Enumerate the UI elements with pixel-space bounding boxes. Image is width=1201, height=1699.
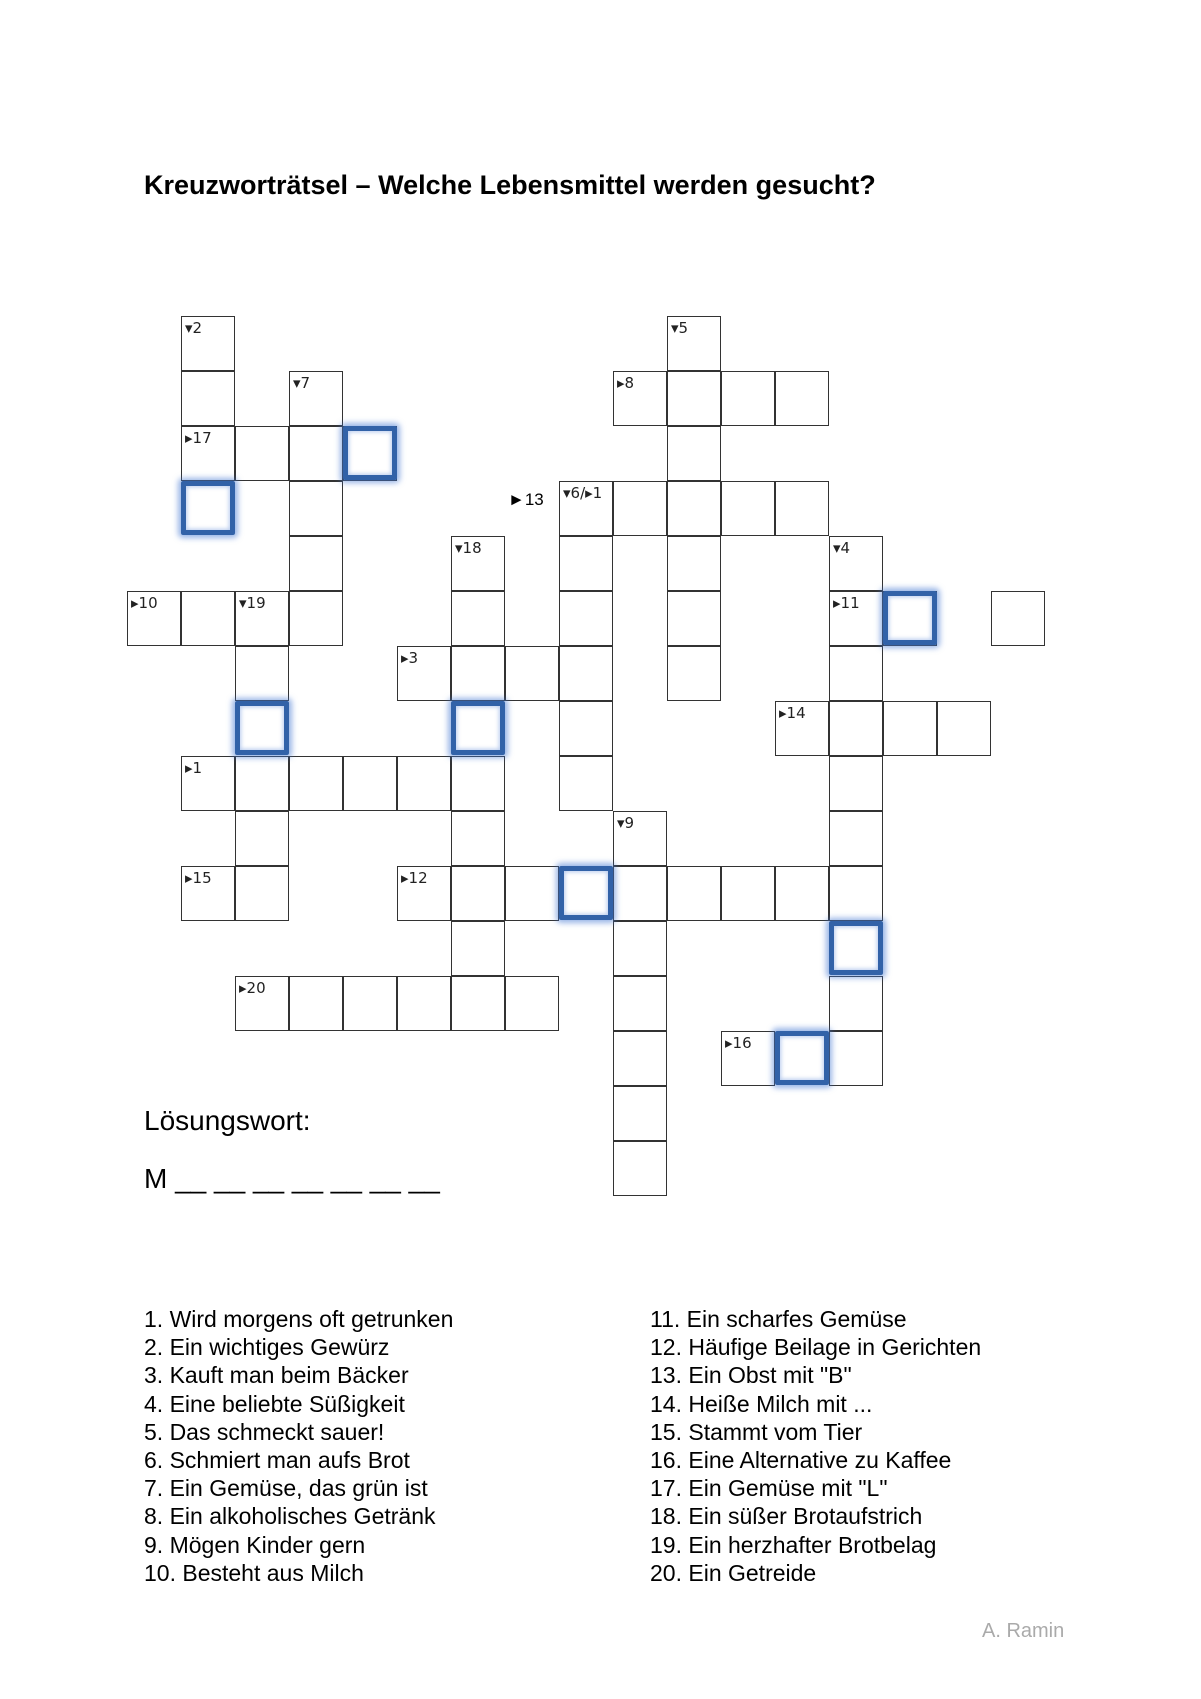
crossword-cell[interactable] xyxy=(559,591,613,646)
cell-number: ▸8 xyxy=(617,374,635,392)
crossword-cell[interactable] xyxy=(613,1141,667,1196)
crossword-cell[interactable] xyxy=(289,371,343,426)
crossword-cell[interactable] xyxy=(235,756,289,811)
clue-list-left xyxy=(144,1305,453,1587)
cell-number: ▸11 xyxy=(833,594,860,612)
clue-14: 14. Heiße Milch mit ... xyxy=(650,1390,873,1417)
cell-number: ▾4 xyxy=(833,539,851,557)
crossword-cell[interactable] xyxy=(829,536,883,591)
clue-list-right xyxy=(650,1305,981,1587)
crossword-cell[interactable] xyxy=(343,756,397,811)
crossword-cell[interactable] xyxy=(775,371,829,426)
crossword-cell[interactable] xyxy=(289,536,343,591)
crossword-cell[interactable] xyxy=(667,481,721,536)
cell-number: ▾19 xyxy=(239,594,266,612)
crossword-cell[interactable] xyxy=(559,701,613,756)
cell-number: ▾7 xyxy=(293,374,311,392)
crossword-cell[interactable] xyxy=(829,976,883,1031)
crossword-cell[interactable] xyxy=(181,756,235,811)
crossword-cell[interactable] xyxy=(667,591,721,646)
solution-letter-cell[interactable] xyxy=(181,481,235,535)
clue-3: 3. Kauft man beim Bäcker xyxy=(144,1362,409,1389)
author-credit: A. Ramin xyxy=(982,1620,1065,1642)
cell-number: ▾6/▸1 xyxy=(563,484,603,502)
crossword-cell[interactable] xyxy=(829,866,883,921)
crossword-cell[interactable] xyxy=(451,866,505,921)
crossword-cell[interactable] xyxy=(775,701,829,756)
crossword-cell[interactable] xyxy=(613,921,667,976)
crossword-cell[interactable] xyxy=(829,701,883,756)
clue-7: 7. Ein Gemüse, das grün ist xyxy=(144,1475,428,1502)
clue-9: 9. Mögen Kinder gern xyxy=(144,1531,366,1558)
crossword-cell[interactable] xyxy=(289,976,343,1031)
clue-11: 11. Ein scharfes Gemüse xyxy=(650,1306,907,1332)
crossword-cell[interactable] xyxy=(181,866,235,921)
crossword-cell[interactable] xyxy=(991,591,1045,646)
crossword-cell[interactable] xyxy=(235,646,289,701)
clue-1: 1. Wird morgens oft getrunken xyxy=(144,1306,454,1332)
cell-number: ▸1 xyxy=(185,759,203,777)
crossword-cell[interactable] xyxy=(235,591,289,646)
crossword-cell[interactable] xyxy=(559,756,613,811)
crossword-cell[interactable] xyxy=(613,811,667,866)
cell-number: ▾2 xyxy=(185,319,203,337)
cell-number: ▸15 xyxy=(185,869,212,887)
crossword-cell[interactable] xyxy=(667,866,721,921)
crossword-cell[interactable] xyxy=(559,536,613,591)
crossword-cell[interactable] xyxy=(721,1031,775,1086)
crossword-cell[interactable] xyxy=(559,481,613,536)
clue-8: 8. Ein alkoholisches Getränk xyxy=(144,1503,436,1530)
solution-letter-cell[interactable] xyxy=(883,591,937,645)
crossword-cell[interactable] xyxy=(613,371,667,426)
crossword-cell[interactable] xyxy=(451,756,505,811)
crossword-cell[interactable] xyxy=(721,371,775,426)
cell-number: ▸14 xyxy=(779,704,806,722)
clue-4: 4. Eine beliebte Süßigkeit xyxy=(144,1390,405,1417)
crossword-cell[interactable] xyxy=(721,866,775,921)
solution-letter-cell[interactable] xyxy=(829,921,883,975)
crossword-cell[interactable] xyxy=(559,646,613,701)
crossword-cell[interactable] xyxy=(451,646,505,701)
cell-number: ▾5 xyxy=(671,319,689,337)
crossword-cell[interactable] xyxy=(235,426,289,481)
clue-19: 19. Ein herzhafter Brotbelag xyxy=(650,1531,937,1558)
clue-18: 18. Ein süßer Brotaufstrich xyxy=(650,1503,923,1530)
clue-17: 17. Ein Gemüse mit "L" xyxy=(650,1475,888,1502)
clue-12: 12. Häufige Beilage in Gerichten xyxy=(650,1334,982,1361)
crossword-cell[interactable] xyxy=(505,866,559,921)
crossword-cell[interactable] xyxy=(451,921,505,976)
crossword-cell[interactable] xyxy=(289,756,343,811)
crossword-cell[interactable] xyxy=(289,481,343,536)
solution-word-line: M __ __ __ __ __ __ __ xyxy=(144,1163,440,1194)
crossword-cell[interactable] xyxy=(451,536,505,591)
solution-letter-cell[interactable] xyxy=(775,1031,829,1085)
crossword-cell[interactable] xyxy=(181,371,235,426)
crossword-cell[interactable] xyxy=(181,316,235,371)
crossword-cell[interactable] xyxy=(181,426,235,481)
crossword-cell[interactable] xyxy=(235,811,289,866)
crossword-cell[interactable] xyxy=(937,701,991,756)
crossword-cell[interactable] xyxy=(775,866,829,921)
crossword-cell[interactable] xyxy=(505,646,559,701)
clue-6: 6. Schmiert man aufs Brot xyxy=(144,1447,410,1474)
cell-number: ▸20 xyxy=(239,979,266,997)
clue-2: 2. Ein wichtiges Gewürz xyxy=(144,1334,390,1361)
clue-10: 10. Besteht aus Milch xyxy=(144,1559,364,1586)
crossword-cell[interactable] xyxy=(667,646,721,701)
clue-20: 20. Ein Getreide xyxy=(650,1559,817,1586)
crossword-cell[interactable] xyxy=(613,976,667,1031)
solution-letter-cell[interactable] xyxy=(235,701,289,755)
crossword-cell[interactable] xyxy=(289,426,343,481)
crossword-cell[interactable] xyxy=(829,591,883,646)
clue-13-marker: ►13 xyxy=(508,490,544,509)
cell-number: ▸17 xyxy=(185,429,212,447)
page-title: Kreuzworträtsel – Welche Lebensmittel werden gesucht? xyxy=(144,170,876,200)
crossword-cell[interactable] xyxy=(667,371,721,426)
solution-letter-cell[interactable] xyxy=(343,426,397,480)
cell-number: ▸12 xyxy=(401,869,428,887)
crossword-cell[interactable] xyxy=(829,646,883,701)
solution-letter-cell[interactable] xyxy=(451,701,505,755)
crossword-cell[interactable] xyxy=(613,866,667,921)
cell-number: ▸3 xyxy=(401,649,419,667)
crossword-cell[interactable] xyxy=(829,811,883,866)
clue-5: 5. Das schmeckt sauer! xyxy=(144,1418,385,1445)
crossword-cell[interactable] xyxy=(667,536,721,591)
crossword-cell[interactable] xyxy=(613,1031,667,1086)
crossword-cell[interactable] xyxy=(397,646,451,701)
crossword-cell[interactable] xyxy=(235,866,289,921)
crossword-cell[interactable] xyxy=(127,591,181,646)
crossword-cell[interactable] xyxy=(667,316,721,371)
crossword-cell[interactable] xyxy=(397,756,451,811)
cell-number: ▸16 xyxy=(725,1034,752,1052)
crossword-cell[interactable] xyxy=(721,481,775,536)
clue-13: 13. Ein Obst mit "B" xyxy=(650,1362,852,1389)
crossword-cell[interactable] xyxy=(775,481,829,536)
cell-number: ▾18 xyxy=(455,539,482,557)
crossword-cell[interactable] xyxy=(505,976,559,1031)
crossword-cell[interactable] xyxy=(883,701,937,756)
crossword-cell[interactable] xyxy=(289,591,343,646)
cell-number: ▸10 xyxy=(131,594,158,612)
clue-15: 15. Stammt vom Tier xyxy=(650,1418,863,1445)
crossword-cell[interactable] xyxy=(343,976,397,1031)
crossword-cell[interactable] xyxy=(451,591,505,646)
crossword-cell[interactable] xyxy=(451,976,505,1031)
solution-label: Lösungswort: xyxy=(144,1105,311,1136)
crossword-cell[interactable] xyxy=(397,866,451,921)
crossword-cell[interactable] xyxy=(397,976,451,1031)
crossword-cell[interactable] xyxy=(181,591,235,646)
crossword-cell[interactable] xyxy=(613,1086,667,1141)
crossword-cell[interactable] xyxy=(667,426,721,481)
cell-number: ▾9 xyxy=(617,814,635,832)
crossword-cell[interactable] xyxy=(613,481,667,536)
crossword-cell[interactable] xyxy=(829,1031,883,1086)
crossword-cell[interactable] xyxy=(235,976,289,1031)
crossword-cell[interactable] xyxy=(451,811,505,866)
solution-letter-cell[interactable] xyxy=(559,866,613,920)
crossword-cell[interactable] xyxy=(829,756,883,811)
clue-16: 16. Eine Alternative zu Kaffee xyxy=(650,1447,952,1474)
